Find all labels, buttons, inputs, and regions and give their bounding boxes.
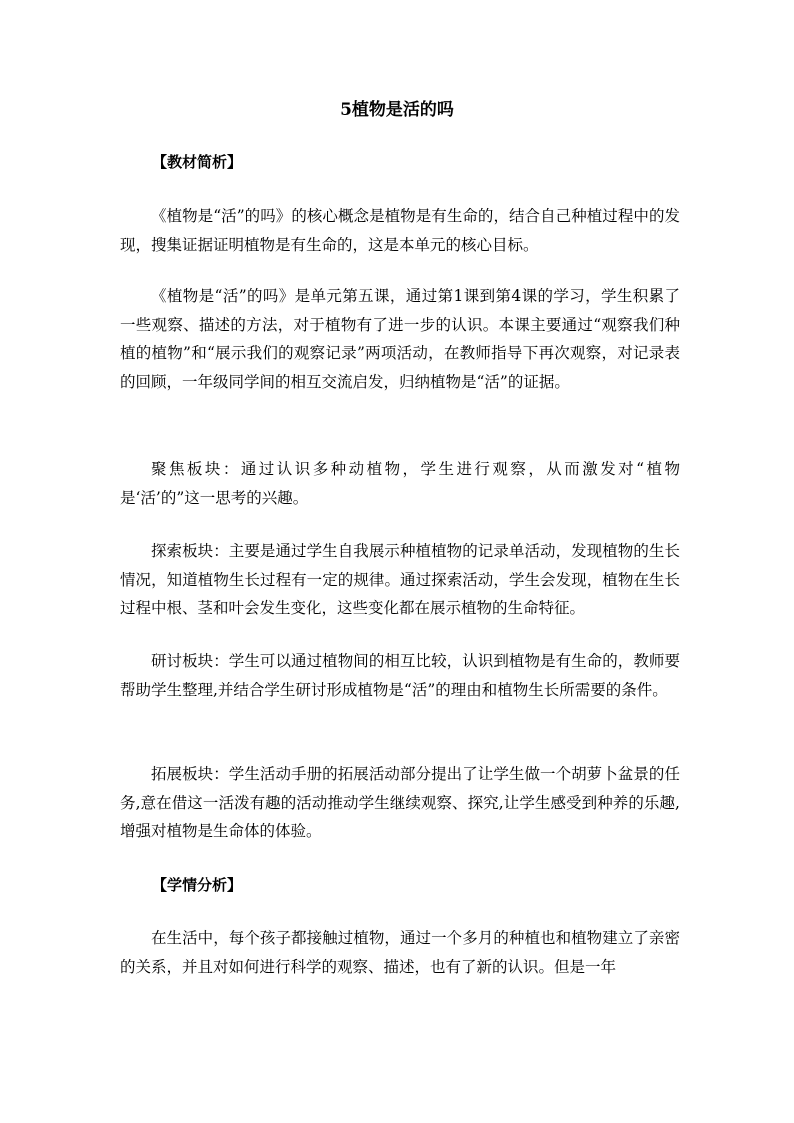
paragraph-focus-block: 聚焦板块：通过认识多种动植物，学生进行观察，从而激发对“植物是‘活’的”这一思考的兴趣。 bbox=[120, 460, 680, 507]
paragraph-student-background: 在生活中，每个孩子都接触过植物，通过一个多月的种植也和植物建立了亲密的关系，并且对如何进行科学的观察、描述，也有了新的认识。但是一年 bbox=[120, 929, 680, 976]
section-heading-textbook-analysis: 【教材简析】 bbox=[152, 153, 243, 171]
paragraph-extension-block: 拓展板块：学生活动手册的拓展活动部分提出了让学生做一个胡萝卜盆景的任务,意在借这一活泼有趣的活动推动学生继续观察、探究,让学生感受到种养的乐趣,增强对植物是生命体的体验。 bbox=[120, 765, 680, 840]
paragraph-discuss-block: 研讨板块：学生可以通过植物间的相互比较，认识到植物是有生命的，教师要帮助学生整理,并结合学生研讨形成植物是“活”的理由和植物生长所需要的条件。 bbox=[120, 652, 680, 699]
paragraph-core-concept: 《植物是“活”的吗》的核心概念是植物是有生命的，结合自己种植过程中的发现，搜集证据证明植物是有生命的，这是本单元的核心目标。 bbox=[120, 207, 680, 254]
paragraph-lesson-overview: 《植物是“活”的吗》是单元第五课，通过第1课到第4课的学习，学生积累了一些观察、描述的方法，对于植物有了进一步的认识。本课主要通过“观察我们种植的植物”和“展示我们的观察记录”两项活动，在教师指导下再次观察，对记录表的回顾，一年级同学间的相互交流启发，归纳植物是“活”的证据。 bbox=[120, 287, 680, 391]
page-title: 5植物是活的吗 bbox=[340, 100, 454, 120]
paragraph-explore-block: 探索板块：主要是通过学生自我展示种植植物的记录单活动，发现植物的生长情况，知道植物生长过程有一定的规律。通过探索活动，学生会发现，植物在生长过程中根、茎和叶会发生变化，这些变化都在展示植物的生命特征。 bbox=[120, 542, 680, 617]
section-heading-student-analysis: 【学情分析】 bbox=[152, 876, 243, 894]
